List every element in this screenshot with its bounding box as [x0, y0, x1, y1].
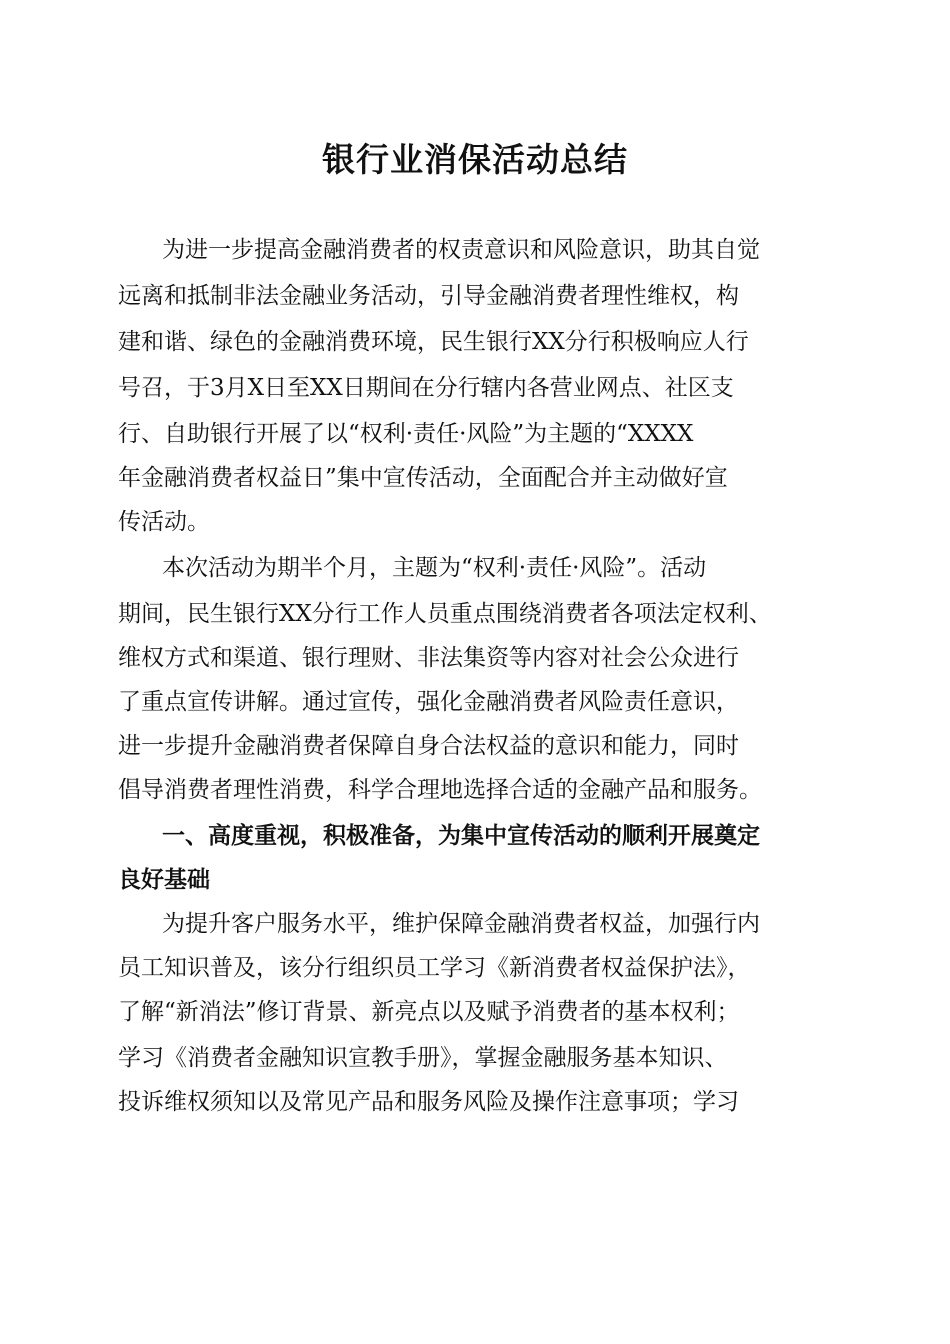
paragraph-line: 本次活动为期半个月，主题为“权利·责任·风险”。活动	[162, 555, 707, 581]
paragraph-line: 了重点宣传讲解。通过宣传，强化金融消费者风险责任意识，	[118, 689, 739, 715]
paragraph-line: 学习《消费者金融知识宣教手册》，掌握金融服务基本知识、	[118, 1045, 728, 1071]
section-heading: 良好基础	[118, 867, 210, 893]
paragraph-line: 期间，民生银行XX分行工作人员重点围绕消费者各项法定权利、	[118, 601, 772, 627]
paragraph-line: 投诉维权须知以及常见产品和服务风险及操作注意事项；学习	[118, 1089, 739, 1115]
paragraph-line: 年金融消费者权益日”集中宣传活动，全面配合并主动做好宣	[118, 465, 728, 491]
paragraph-line: 传活动。	[118, 509, 210, 535]
paragraph-line: 维权方式和渠道、银行理财、非法集资等内容对社会公众进行	[118, 645, 739, 671]
document-title: 银行业消保活动总结	[322, 140, 628, 179]
paragraph-line: 行、自助银行开展了以“权利·责任·风险”为主题的“XXXX	[118, 421, 694, 447]
paragraph-line: 进一步提升金融消费者保障自身合法权益的意识和能力，同时	[118, 733, 739, 759]
paragraph-line: 号召，于3月X日至XX日期间在分行辖内各营业网点、社区支	[118, 375, 734, 401]
paragraph-line: 了解“新消法”修订背景、新亮点以及赋予消费者的基本权利；	[118, 999, 740, 1025]
paragraph-line: 员工知识普及，该分行组织员工学习《新消费者权益保护法》，	[118, 955, 751, 981]
section-heading: 一、高度重视，积极准备，为集中宣传活动的顺利开展奠定	[162, 823, 760, 849]
paragraph-line: 远离和抵制非法金融业务活动，引导金融消费者理性维权，构	[118, 283, 739, 309]
paragraph-line: 倡导消费者理性消费，科学合理地选择合适的金融产品和服务。	[118, 777, 762, 803]
paragraph-line: 为提升客户服务水平，维护保障金融消费者权益，加强行内	[162, 911, 760, 937]
paragraph-line: 建和谐、绿色的金融消费环境，民生银行XX分行积极响应人行	[118, 329, 749, 355]
paragraph-line: 为进一步提高金融消费者的权责意识和风险意识，助其自觉	[162, 237, 760, 263]
